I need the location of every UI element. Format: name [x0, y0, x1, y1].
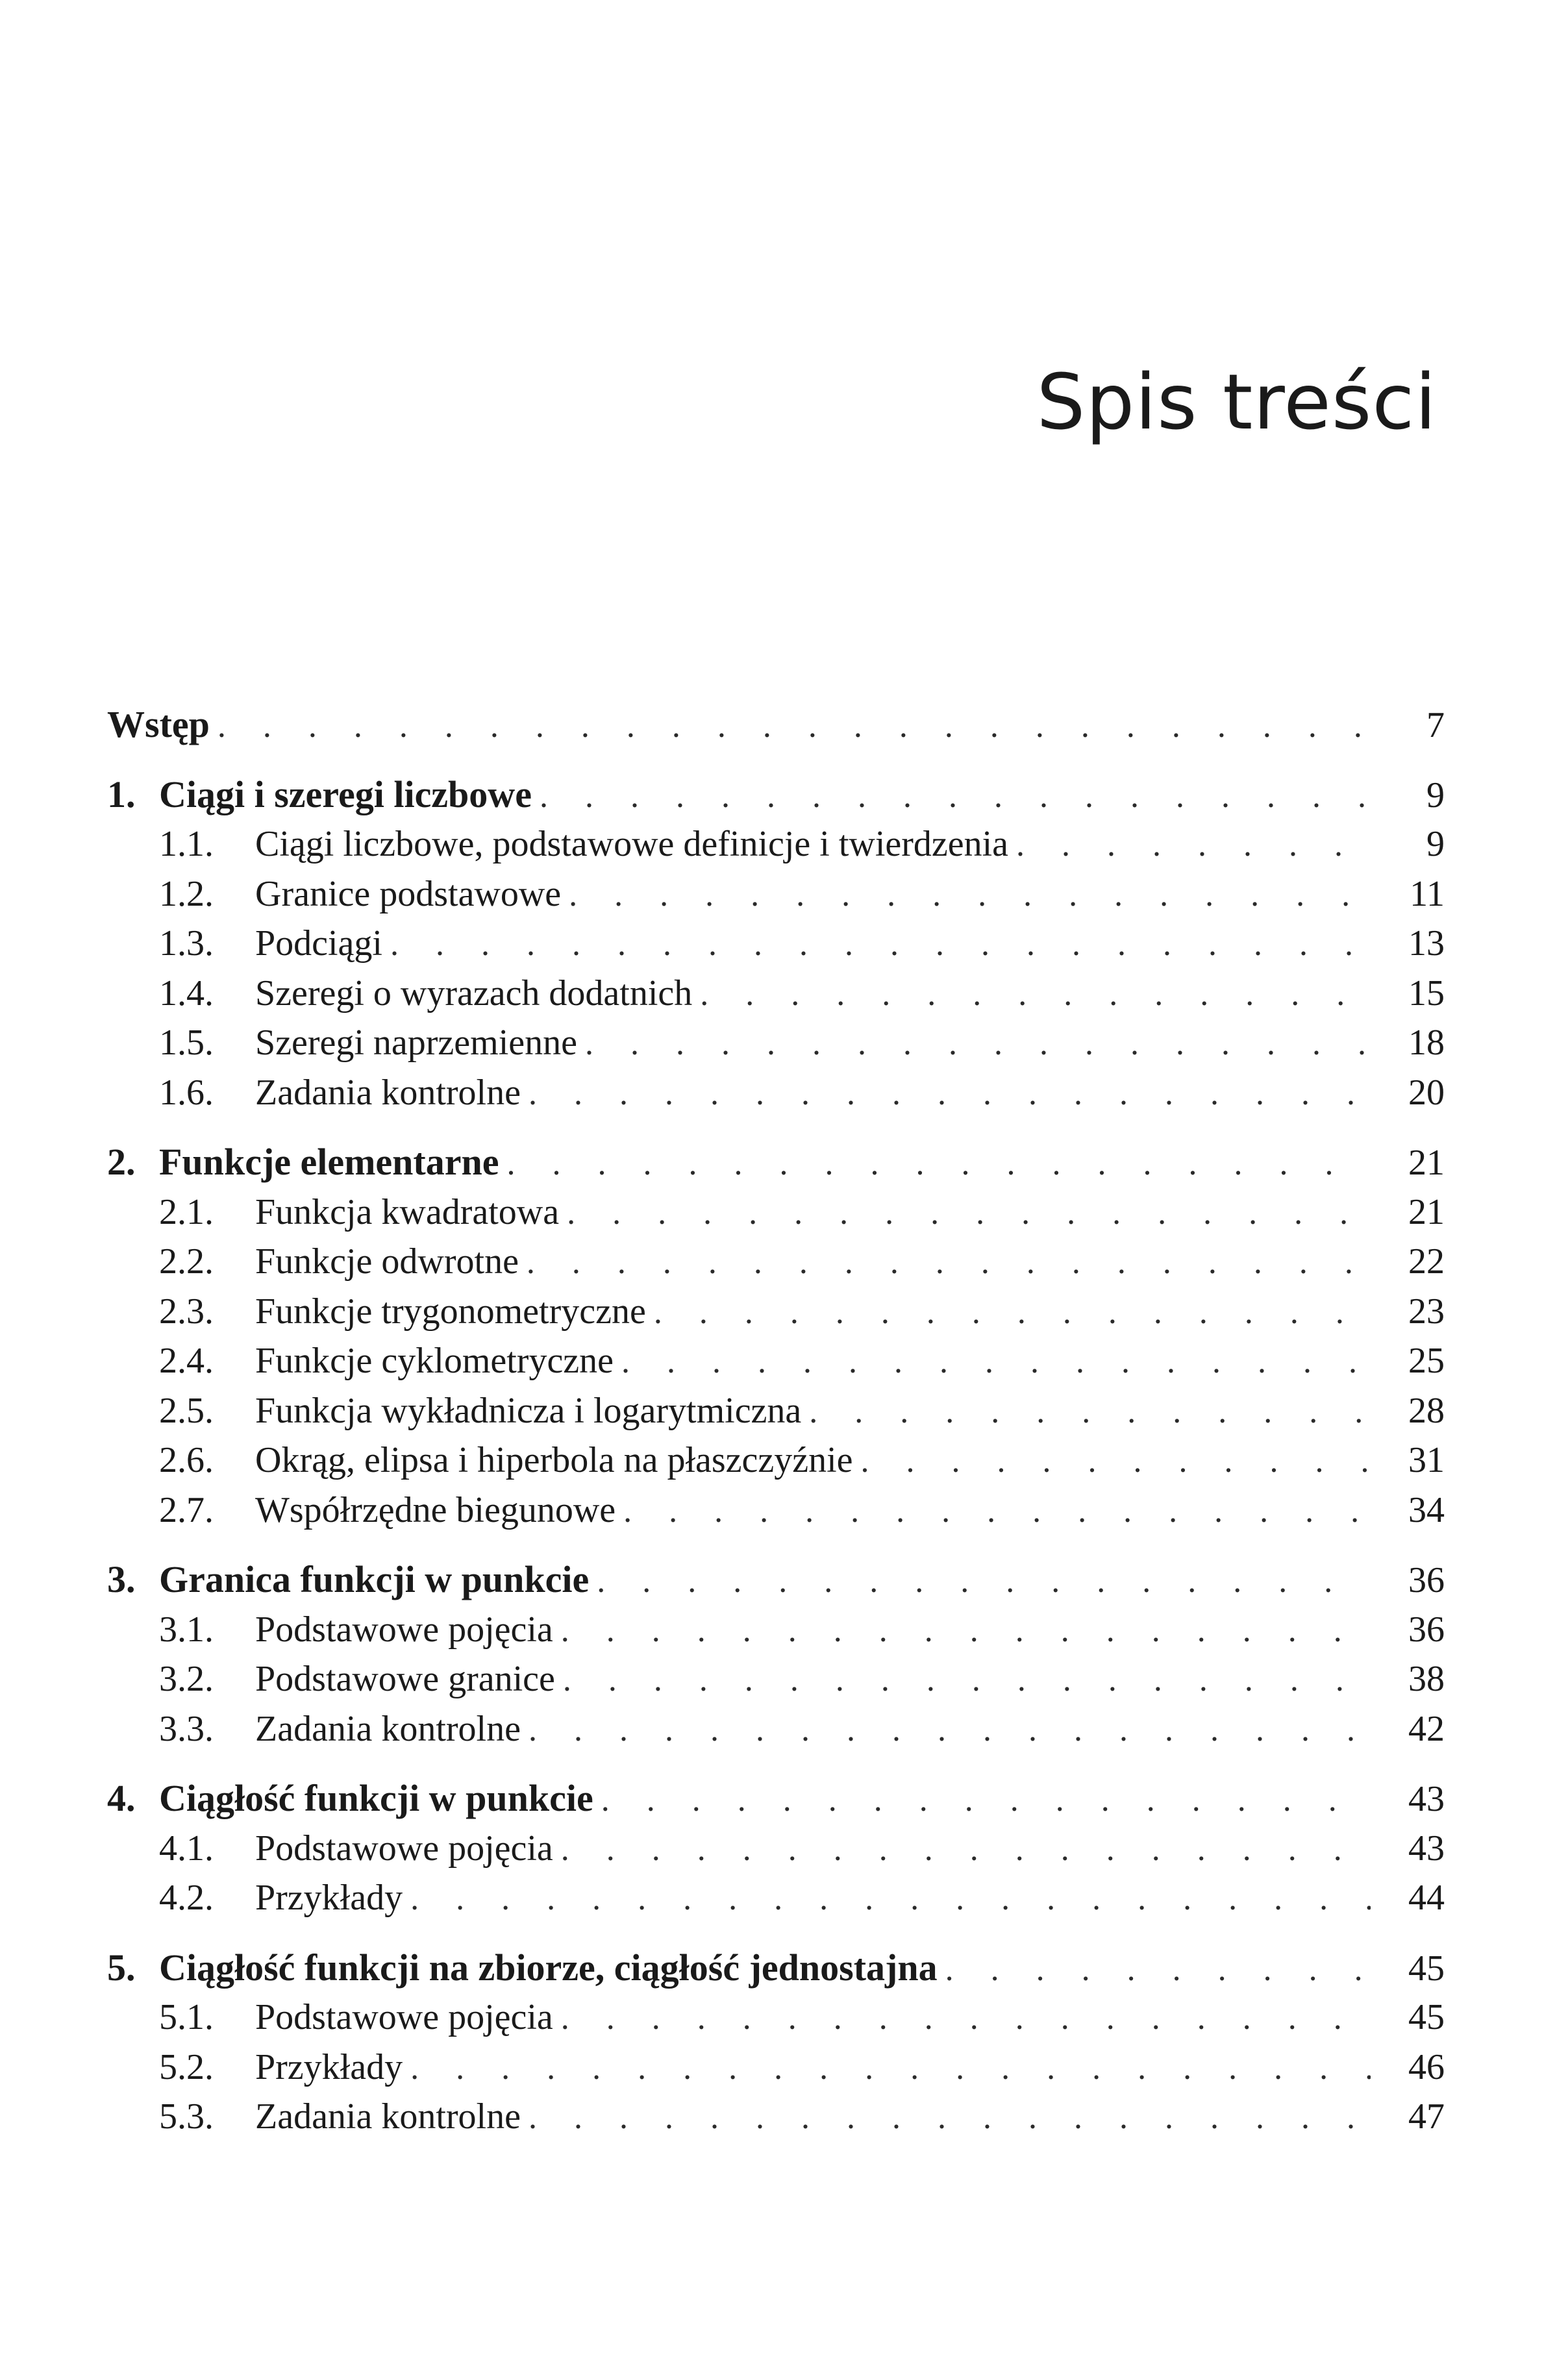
toc-entry-number: 3. — [107, 1558, 136, 1600]
toc-dot-leader — [529, 1069, 1371, 1119]
toc-page-number: 20 — [1408, 1072, 1445, 1113]
toc-entry-title: Podstawowe pojęcia — [255, 1997, 553, 2037]
toc-chapter-4[interactable] — [107, 1774, 1445, 1823]
toc-entry-title: Podciągi — [255, 923, 382, 963]
toc-section-3-1[interactable] — [107, 1605, 1445, 1654]
toc-dot-leader — [1016, 821, 1371, 870]
toc-entry-title: Funkcja kwadratowa — [255, 1191, 560, 1232]
toc-entry-title: Przykłady — [255, 1878, 403, 1918]
toc-entry-number: 2.7. — [159, 1489, 214, 1530]
toc-entry-number: 4. — [107, 1777, 136, 1819]
toc-section-2-7[interactable] — [107, 1485, 1445, 1535]
toc-entry-number: 2.2. — [159, 1241, 214, 1282]
toc-dot-leader — [410, 1874, 1371, 1924]
toc-page-number: 31 — [1408, 1440, 1445, 1480]
toc-page-number: 45 — [1408, 1997, 1445, 2037]
toc-entry-title: Funkcja wykładnicza i logarytmiczna — [255, 1390, 802, 1431]
toc-dot-leader — [218, 702, 1371, 751]
toc-dot-leader — [563, 1656, 1371, 1705]
toc-page-number: 36 — [1408, 1560, 1445, 1600]
toc-section-4-2[interactable] — [107, 1873, 1445, 1922]
toc-entry-title: Podstawowe pojęcia — [255, 1609, 553, 1650]
toc-section-1-4[interactable] — [107, 969, 1445, 1018]
toc-entry-number: 2. — [107, 1141, 136, 1183]
toc-page-number: 47 — [1408, 2096, 1445, 2137]
toc-page-number: 38 — [1408, 1659, 1445, 1699]
toc-page-number: 11 — [1410, 873, 1445, 914]
toc-section-3-2[interactable] — [107, 1654, 1445, 1704]
toc-page-number: 15 — [1408, 973, 1445, 1013]
toc-page-number: 18 — [1408, 1023, 1445, 1063]
toc-section-5-2[interactable] — [107, 2043, 1445, 2092]
page-title: Spis treści — [1036, 357, 1437, 447]
toc-dot-leader — [569, 871, 1371, 920]
toc-entry-title: Szeregi o wyrazach dodatnich — [255, 973, 693, 1013]
toc-entry-number: 3.2. — [159, 1659, 214, 1699]
toc-entry-number: 2.5. — [159, 1390, 214, 1431]
toc-entry-title: Granica funkcji w punkcie — [159, 1558, 590, 1600]
toc-section-2-6[interactable] — [107, 1435, 1445, 1485]
toc-entry-number: 1.6. — [159, 1072, 214, 1113]
toc-section-5-1[interactable] — [107, 1993, 1445, 2042]
toc-dot-leader — [809, 1387, 1371, 1437]
toc-page-number: 13 — [1408, 923, 1445, 963]
toc-page-number: 46 — [1408, 2046, 1445, 2087]
toc-dot-leader — [506, 1139, 1371, 1189]
toc-dot-leader — [654, 1288, 1371, 1337]
toc-page-number: 7 — [1426, 705, 1445, 745]
toc-dot-leader — [529, 1706, 1371, 1755]
toc-entry-number: 1.4. — [159, 973, 214, 1013]
toc-page-number: 9 — [1426, 775, 1445, 815]
toc-section-1-6[interactable] — [107, 1068, 1445, 1117]
toc-entry-number: 5.2. — [159, 2046, 214, 2087]
toc-dot-leader — [561, 1994, 1371, 2043]
toc-entry-title: Ciągi i szeregi liczbowe — [159, 773, 532, 815]
toc-dot-leader — [529, 2093, 1371, 2143]
toc-chapter-3[interactable] — [107, 1555, 1445, 1604]
toc-dot-leader — [861, 1437, 1371, 1486]
toc-page-number: 43 — [1408, 1828, 1445, 1869]
toc-dot-leader — [410, 2044, 1371, 2093]
toc-entry-title: Funkcje cyklometryczne — [255, 1341, 614, 1381]
toc-dot-leader — [601, 1776, 1371, 1825]
toc-dot-leader — [623, 1487, 1371, 1536]
toc-entry-number: 1.5. — [159, 1023, 214, 1063]
toc-page-number: 21 — [1408, 1191, 1445, 1232]
toc-entry-number: 5.3. — [159, 2096, 214, 2137]
toc-dot-leader — [621, 1337, 1371, 1387]
toc-entry-title: Zadania kontrolne — [255, 1072, 521, 1113]
toc-dot-leader — [561, 1825, 1371, 1874]
toc-dot-leader — [585, 1019, 1371, 1069]
toc-entry-title: Okrąg, elipsa i hiperbola na płaszczyźnie — [255, 1440, 853, 1480]
toc-entry-title: Przykłady — [255, 2046, 403, 2087]
toc-entry-title: Ciągi liczbowe, podstawowe definicje i twierdzenia — [255, 824, 1009, 864]
toc-entry-title: Funkcje elementarne — [159, 1141, 499, 1183]
toc-entry-title: Wstęp — [107, 703, 210, 745]
toc-section-4-1[interactable] — [107, 1824, 1445, 1873]
toc-chapter-intro[interactable] — [107, 700, 1445, 749]
toc-chapter-2[interactable] — [107, 1137, 1445, 1187]
toc-entry-title: Granice podstawowe — [255, 873, 562, 914]
toc-page-number: 9 — [1426, 824, 1445, 864]
toc-entry-title: Funkcje odwrotne — [255, 1241, 519, 1282]
toc-section-1-2[interactable] — [107, 869, 1445, 919]
toc-entry-title: Zadania kontrolne — [255, 1708, 521, 1749]
toc-dot-leader — [390, 920, 1371, 969]
toc-page-number: 45 — [1408, 1948, 1445, 1989]
toc-entry-number: 1. — [107, 773, 136, 815]
toc-entry-number: 2.4. — [159, 1341, 214, 1381]
toc-dot-leader — [527, 1238, 1371, 1287]
toc-entry-number: 2.3. — [159, 1291, 214, 1332]
toc-entry-title: Podstawowe pojęcia — [255, 1828, 553, 1869]
toc-entry-number: 1.3. — [159, 923, 214, 963]
toc-entry-number: 2.1. — [159, 1191, 214, 1232]
toc-entry-title: Ciągłość funkcji na zbiorze, ciągłość jednostajna — [159, 1946, 938, 1989]
toc-entry-number: 4.2. — [159, 1878, 214, 1918]
toc-dot-leader — [700, 970, 1371, 1019]
toc-section-1-3[interactable] — [107, 919, 1445, 968]
toc-page-number: 25 — [1408, 1341, 1445, 1381]
toc-dot-leader — [561, 1606, 1371, 1656]
toc-entry-title: Podstawowe granice — [255, 1659, 555, 1699]
toc-entry-number: 3.1. — [159, 1609, 214, 1650]
toc-section-1-5[interactable] — [107, 1018, 1445, 1067]
toc-section-2-4[interactable] — [107, 1336, 1445, 1385]
toc-entry-number: 1.2. — [159, 873, 214, 914]
toc-entry-number: 5. — [107, 1946, 136, 1989]
toc-entry-title: Zadania kontrolne — [255, 2096, 521, 2137]
toc-page-number: 21 — [1408, 1143, 1445, 1183]
toc-section-2-5[interactable] — [107, 1386, 1445, 1435]
toc-page-number: 22 — [1408, 1241, 1445, 1282]
toc-entry-number: 5.1. — [159, 1997, 214, 2037]
toc-page-number: 42 — [1408, 1708, 1445, 1749]
toc-section-2-3[interactable] — [107, 1287, 1445, 1336]
toc-dot-leader — [567, 1189, 1371, 1238]
toc-entry-title: Ciągłość funkcji w punkcie — [159, 1777, 593, 1819]
toc-entry-number: 2.6. — [159, 1440, 214, 1480]
toc-page-number: 36 — [1408, 1609, 1445, 1650]
toc-page-number: 23 — [1408, 1291, 1445, 1332]
toc-section-1-1[interactable] — [107, 819, 1445, 869]
toc-dot-leader — [540, 772, 1371, 821]
toc-entry-number: 3.3. — [159, 1708, 214, 1749]
toc-entry-title: Współrzędne biegunowe — [255, 1489, 616, 1530]
toc-chapter-5[interactable] — [107, 1943, 1445, 1993]
toc-entry-title: Funkcje trygonometryczne — [255, 1291, 646, 1332]
toc-section-2-2[interactable] — [107, 1237, 1445, 1286]
toc-page-number: 44 — [1408, 1878, 1445, 1918]
toc-dot-leader — [945, 1945, 1371, 1994]
toc-page-number: 34 — [1408, 1489, 1445, 1530]
toc-page-number: 28 — [1408, 1390, 1445, 1431]
toc-entry-title: Szeregi naprzemienne — [255, 1023, 577, 1063]
toc-dot-leader — [597, 1557, 1371, 1606]
toc-entry-number: 1.1. — [159, 824, 214, 864]
toc-section-3-3[interactable] — [107, 1704, 1445, 1754]
toc-section-5-3[interactable] — [107, 2092, 1445, 2141]
toc-page-number: 43 — [1408, 1779, 1445, 1819]
toc-entry-number: 4.1. — [159, 1828, 214, 1869]
toc-chapter-1[interactable] — [107, 770, 1445, 819]
toc-section-2-1[interactable] — [107, 1187, 1445, 1237]
